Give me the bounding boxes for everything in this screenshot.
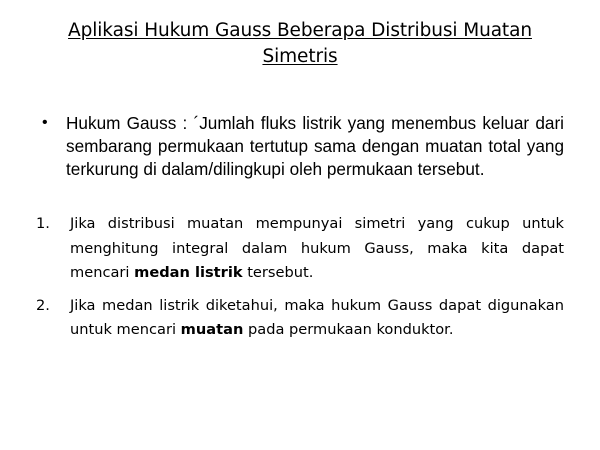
list-item-text-after: pada permukaan konduktor. xyxy=(243,321,454,338)
list-item-text xyxy=(70,294,564,343)
bullet-item xyxy=(44,112,564,181)
list-item-text-after: tersebut. xyxy=(242,264,314,281)
list-item-text-before: Jika medan listrik diketahui, maka hukum Gauss dapat digunakan untuk mencari xyxy=(70,296,564,338)
list-item-2 xyxy=(36,294,564,343)
list-item-number: 2. xyxy=(36,296,50,314)
list-item-text-before: Jika distribusi muatan mempunyai simetri yang cukup untuk menghitung integral dalam hukum Gauss, maka kita dapat mencari xyxy=(70,215,564,281)
slide-title: Aplikasi Hukum Gauss Beberapa Distribusi Muatan Simetris xyxy=(68,20,532,67)
list-item-1 xyxy=(36,212,564,286)
bullet-icon: • xyxy=(42,114,48,131)
list-item-bold-term: muatan xyxy=(180,321,244,338)
list-item-bold-term: medan listrik xyxy=(134,264,243,281)
list-item-text xyxy=(70,212,564,286)
list-item-number: 1. xyxy=(36,215,50,232)
bullet-text: Hukum Gauss : ´Jumlah fluks listrik yang menembus keluar dari sembarang permukaan tertutup sama dengan muatan total yang terkurung di dalam/dilingkupi oleh permukaan tersebut. xyxy=(66,113,564,179)
numbered-list xyxy=(36,212,564,351)
